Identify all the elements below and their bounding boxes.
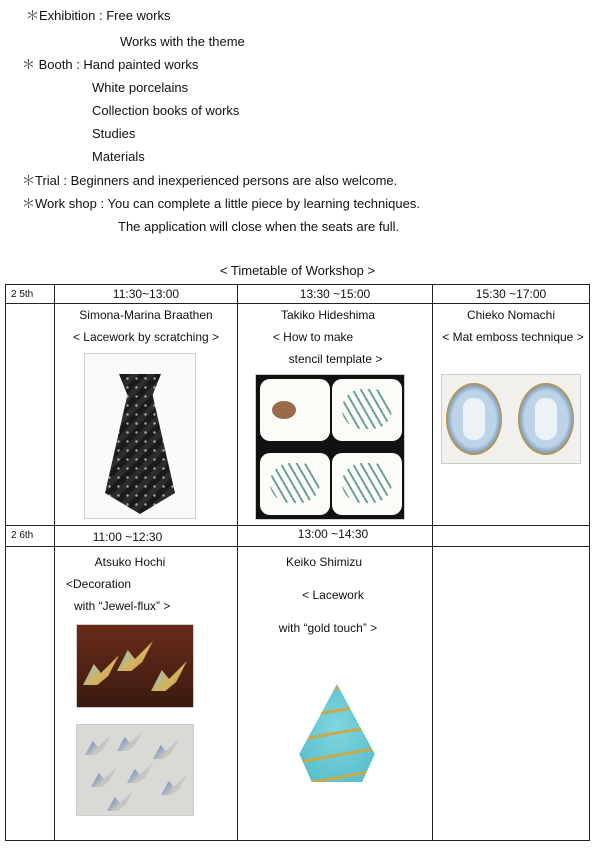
slot-time: 15:30 ~17:00 xyxy=(475,287,547,301)
booth-item: Collection books of works xyxy=(92,103,240,118)
pendant-photo xyxy=(277,676,397,794)
paper-cranes-photo xyxy=(76,724,194,816)
instructor-name: Keiko Shimizu xyxy=(285,555,363,569)
trial-line: ＊Trial : Beginners and inexperienced persons are also welcome. xyxy=(22,173,398,188)
slot-time: 13:00 ~14:30 xyxy=(297,527,369,541)
workshop-topic: < Lacework xyxy=(302,588,364,602)
workshop-topic: < Mat emboss technique > xyxy=(442,330,584,344)
workshop-topic: with “gold touch” > xyxy=(278,621,378,635)
instructor-name: Chieko Nomachi xyxy=(466,308,556,322)
workshop-topic: <Decoration xyxy=(66,577,132,591)
paper-cranes-photo xyxy=(76,624,194,708)
workshop-topic: with “Jewel-flux” > xyxy=(74,599,171,613)
timetable-title: < Timetable of Workshop > xyxy=(219,263,376,278)
necktie-photo xyxy=(84,353,196,519)
instructor-name: Takiko Hideshima xyxy=(280,308,376,322)
slot-time: 11:00 ~12:30 xyxy=(92,530,163,544)
instructor-name: Atsuko Hochi xyxy=(94,555,166,569)
workshop-topic: < Lacework by scratching > xyxy=(72,330,220,344)
workshop-note-line: The application will close when the seats are full. xyxy=(118,219,400,234)
booth-item: Materials xyxy=(92,149,145,164)
workshop-line: ＊Work shop : You can complete a little piece by learning techniques. xyxy=(22,196,420,211)
booth-item: Studies xyxy=(92,126,136,141)
cameo-frames-photo xyxy=(441,374,581,464)
exhibition-theme-line: Works with the theme xyxy=(120,34,245,49)
slot-time: 11:30~13:00 xyxy=(112,287,180,301)
slot-time: 13:30 ~15:00 xyxy=(299,287,371,301)
painted-plates-photo xyxy=(255,374,405,520)
day-label: 2 6th xyxy=(11,530,34,541)
booth-line: ＊ Booth : Hand painted works xyxy=(22,57,199,72)
workshop-topic: < How to make xyxy=(272,330,354,344)
instructor-name: Simona-Marina Braathen xyxy=(79,308,213,322)
day-label: 2 5th xyxy=(11,289,34,300)
workshop-topic: stencil template > xyxy=(288,352,383,366)
booth-item: White porcelains xyxy=(92,80,189,95)
exhibition-line: ＊Exhibition : Free works xyxy=(26,8,171,23)
